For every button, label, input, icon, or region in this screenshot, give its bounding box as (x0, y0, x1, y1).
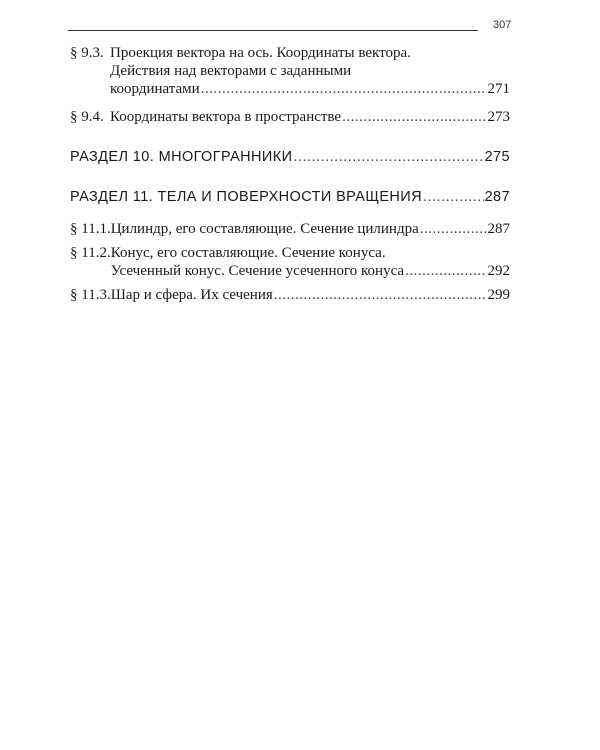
entry-last-line (110, 80, 510, 98)
entry-page: 273 (487, 109, 510, 125)
entry-title: Усеченный конус. Сечение усеченного конуса (110, 263, 405, 279)
entry-title: Шар и сфера. Их сечения (110, 287, 273, 303)
dot-leader (423, 188, 484, 206)
entry-last-line (111, 262, 510, 280)
entry-last-line (111, 220, 510, 238)
dot-leader (420, 220, 487, 238)
header-rule (68, 30, 478, 31)
table-of-contents (70, 44, 510, 304)
entry-number: § 11.2. (70, 245, 111, 261)
entry-title: координатами (110, 81, 200, 97)
entry-page: 299 (487, 287, 510, 303)
dot-leader (274, 286, 487, 304)
toc-entry-11-2 (70, 244, 510, 280)
toc-entry-11-1 (70, 220, 510, 238)
entry-page: 271 (487, 81, 510, 97)
entry-line: Проекция вектора на ось. Координаты вектора. (110, 45, 411, 61)
entry-number: § 11.1. (70, 221, 111, 237)
entry-body (110, 108, 510, 126)
section-title: РАЗДЕЛ 10. МНОГОГРАННИКИ (70, 149, 293, 165)
entry-page: 275 (484, 149, 510, 165)
section-title: РАЗДЕЛ 11. ТЕЛА И ПОВЕРХНОСТИ ВРАЩЕНИЯ (70, 189, 422, 205)
entry-last-line (70, 188, 510, 206)
toc-section-11 (70, 188, 510, 206)
page-number: 307 (493, 19, 512, 31)
entry-body (110, 44, 510, 98)
entry-page: 287 (484, 189, 510, 205)
toc-entry-9-4 (70, 108, 510, 126)
entry-last-line (110, 108, 510, 126)
dot-leader (293, 148, 483, 166)
entry-number: § 9.3. (70, 45, 104, 61)
entry-last-line (111, 286, 510, 304)
dot-leader (405, 262, 486, 280)
entry-number: § 9.4. (70, 109, 104, 125)
entry-last-line (70, 148, 510, 166)
entry-line: Конус, его составляющие. Сечение конуса. (110, 245, 386, 261)
toc-entry-11-3 (70, 286, 510, 304)
entry-page: 287 (487, 221, 510, 237)
entry-title: Цилиндр, его составляющие. Сечение цилиндра (110, 221, 419, 237)
entry-body (111, 286, 510, 304)
dot-leader (342, 108, 486, 126)
entry-line: Действия над векторами с заданными (110, 63, 352, 79)
dot-leader (201, 80, 487, 98)
entry-body (70, 188, 510, 206)
entry-body (70, 148, 510, 166)
entry-title: Координаты вектора в пространстве (110, 109, 342, 125)
entry-page: 292 (487, 263, 510, 279)
entry-body (111, 220, 510, 238)
entry-number: § 11.3. (70, 287, 111, 303)
entry-body (111, 244, 510, 280)
toc-entry-9-3 (70, 44, 510, 98)
toc-section-10 (70, 148, 510, 166)
